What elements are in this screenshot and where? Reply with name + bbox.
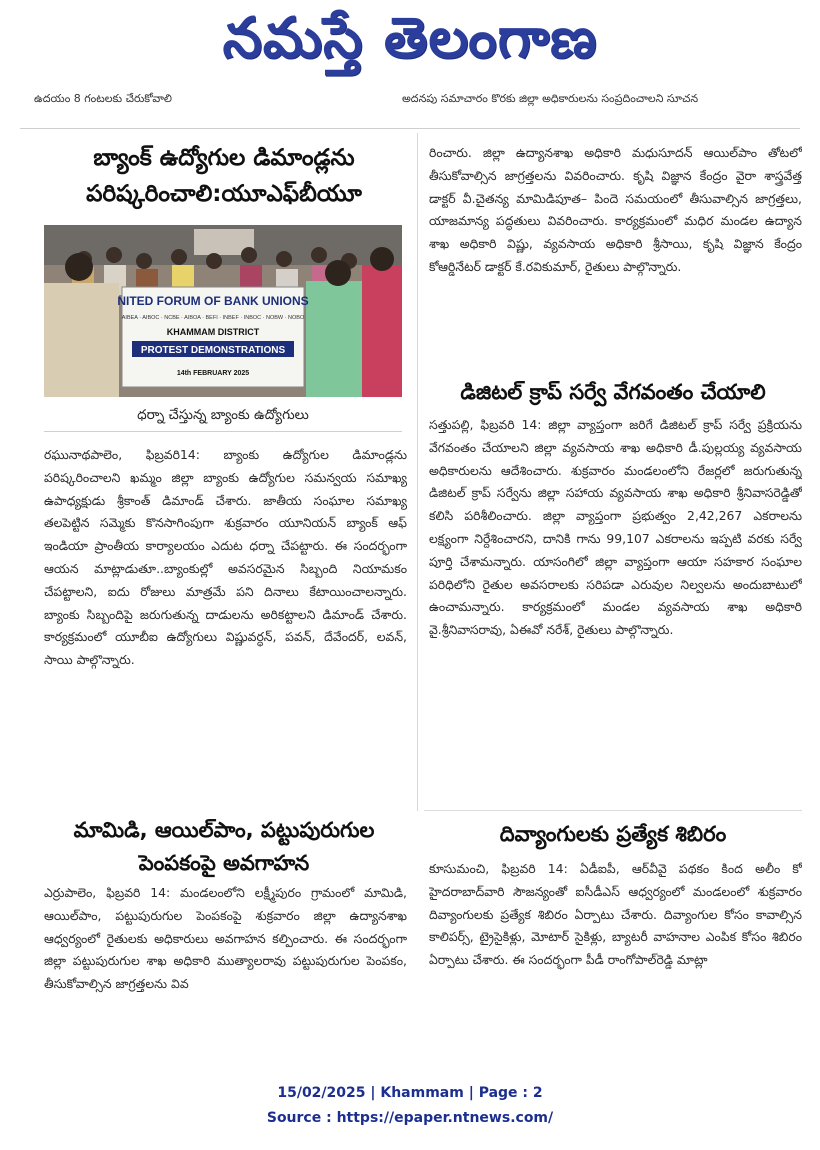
- article2-headline: [34, 814, 414, 880]
- article1-headline: [34, 140, 414, 220]
- caption-rule: [44, 431, 402, 432]
- footer-date-edition: 15/02/2025 | Khammam | Page : 2: [277, 1085, 543, 1101]
- strip-right: అదనపు సమాచారం కొరకు జిల్లా అధికారులను సంప్రదించాలని సూచన: [402, 92, 699, 105]
- article2-headline-line1: మామిడి, ఆయిల్‌పాం, పట్టుపురుగుల: [73, 818, 375, 842]
- banner-line4: PROTEST DEMONSTRATIONS: [140, 345, 286, 356]
- protest-photo: [44, 225, 402, 397]
- article1-headline-line2: పరిష్కరించాలి:యూఎఫ్‌బీయూ: [86, 181, 362, 207]
- article4-headline: దివ్యాంగులకు ప్రత్యేక శిబిరం: [499, 822, 727, 846]
- banner-line5: 14th FEBRUARY 2025: [176, 370, 250, 377]
- article2-body: ఎర్రుపాలెం, ఫిబ్రవరి 14: మండలంలోని లక్ష్మీపురం గ్రామంలో మామిడి, ఆయిల్‌పాం, పట్టుపురుగుల పెంపకంపై శుక్రవారం జిల్లా ఉద్యానశాఖ ఆధ్వర్యంలో రైతులకు అధికారులు అవగాహన కల్పించారు. ఈ సందర్భంగా జిల్లా పట్టుపురుగుల శాఖ అధికారి ముత్యాలరావు పట్టుపురుగుల పెంపకం, తీసుకోవాల్సిన జాగ్రత్తలను వివ: [44, 885, 407, 992]
- newspaper-logo: నమస్తే తెలంగాణ: [222, 6, 598, 71]
- masthead: [0, 0, 820, 78]
- top-rule: [20, 128, 800, 129]
- article1-body: రఘునాథపాలెం, ఫిబ్రవరి14: బ్యాంకు ఉద్యోగుల డిమాండ్లను పరిష్కరించాలని ఖమ్మం జిల్లా బ్యాంకు ఉద్యోగుల సమన్వయ సమాఖ్య ఉపాధ్యక్షుడు శ్రీకాంత్ డిమాండ్ చేశారు. జాతీయ సంఘాల సమాఖ్య తలపెట్టిన సమ్మెకు కొనసాగింపుగా శుక్రవారం యూనియన్ బ్యాంక్ ఆఫ్ ఇండియా ప్రాంతీయ కార్యాలయం ఎదుట ధర్నా చేపట్టారు. ఈ సందర్భంగా ఆయన మాట్లాడుతూ..బ్యాంకుల్లో అవసరమైన సిబ్బంది నియామకం చేపట్టాలని, ఐదు రోజులు మాత్రమే పని దినాలు కేటాయించాలన్నారు. బ్యాంకు సిబ్బందిపై జరుగుతున్న దాడులను అరికట్టాలని డిమాండ్ చేశారు. కార్యక్రమంలో యూబీఐ ఉద్యోగులు విష్ణువర్ధన్, పవన్, దేవేందర్, లవన్, సాయి పాల్గొన్నారు.: [44, 447, 407, 668]
- photo-caption: ధర్నా చేస్తున్న బ్యాంకు ఉద్యోగులు: [137, 407, 309, 423]
- article3-headline: డిజిటల్ క్రాప్ సర్వే వేగవంతం చేయాలి: [460, 380, 766, 404]
- article3-bottom-rule: [424, 810, 802, 811]
- protest-photo-illustration: [44, 225, 402, 397]
- article1-headline-line1: బ్యాంక్ ఉద్యోగుల డిమాండ్లను: [93, 145, 355, 171]
- article4-body: కూసుమంచి, ఫిబ్రవరి 14: ఏడీఐపీ, ఆర్‌వీవై పథకం కింద అలీం కో హైదరాబాద్‌వారి సౌజన్యంతో ఐసీడీఎస్ ఆధ్వర్యంలో మండలంలో శుక్రవారం దివ్యాంగులకు ప్రత్యేక శిబిరం ఏర్పాటు చేశారు. దివ్యాంగుల కోసం కావాల్సిన కాలిపర్స్, ట్రైసైకిళ్లు, మోటార్ సైకిళ్లు, బ్యాటరీ వాహనాల ఎంపిక కోసం శిబిరం ఏర్పాటు చేశారు. ఈ సందర్భంగా పీడీ రాంగోపాల్‌రెడ్డి మాట్లా: [429, 861, 802, 968]
- banner-line1: NITED FORUM OF BANK UNIONS: [117, 294, 309, 308]
- banner-line3: KHAMMAM DISTRICT: [166, 327, 260, 337]
- column-divider: [417, 133, 418, 811]
- article2-headline-line2: పెంపకంపై అవగాహన: [138, 851, 310, 875]
- footer-source: Source : https://epaper.ntnews.com/: [266, 1110, 554, 1126]
- banner-line2: AIBEA · AIBOC · NCBE · AIBOA · BEFI · INBEF · INBOC · NOBW · NOBO: [121, 315, 305, 321]
- article3-body: సత్తుపల్లి, ఫిబ్రవరి 14: జిల్లా వ్యాప్తంగా జరిగే డిజిటల్ క్రాప్ సర్వే ప్రక్రియను వేగవంతం చేయాలని జిల్లా వ్యవసాయ శాఖ అధికారి డీ.పుల్లయ్య వ్యవసాయ అధికారులను ఆదేశించారు. శుక్రవారం మండలంలోని రేజర్లలో జరుగుతున్న డిజిటల్ క్రాప్ సర్వేను జిల్లా సహాయ వ్యవసాయ శాఖ అధికారి శ్రీనివాసరెడ్డితో కలిసి పరిశీలించారు. జిల్లా వ్యాప్తంగా ప్రభుత్వం 2,42,267 ఎకరాలను లక్ష్యంగా నిర్దేశించారని, దానికి గాను 99,107 ఎకరాలను ఇప్పటి వరకు సర్వే పూర్తి చేశామన్నారు. యాసంగిలో జిల్లా వ్యాప్తంగా ఆయా సహకార సంఘాల పరిధిలోని రైతుల అవసరాలకు సరిపడా ఎరువుల నిల్వలను అందుబాటులో ఉంచామన్నారు. కార్యక్రమంలో మండల వ్యవసాయ శాఖ అధికారి వై.శ్రీనివాసరావు, ఏఈవో నరేశ్, రైతులు పాల్గొన్నారు.: [429, 417, 802, 638]
- article2-continued: రించారు. జిల్లా ఉద్యానశాఖ అధికారి మధుసూదన్ ఆయిల్‌పాం తోటలో తీసుకోవాల్సిన జాగ్రత్తలను వివరించారు. కృషి విజ్ఞాన కేంద్రం వైరా శాస్త్రవేత్త డాక్టర్ వీ.చైతన్య మామిడిపూత– పిందె సమయంలో తీసువాల్సిన జాగ్రత్తలు, యాజమాన్య పద్ధతులు వివరించారు. కార్యక్రమంలో మధిర మండల ఉద్యాన శాఖ అధికారి విష్ణు, వ్యవసాయ అధికారి శ్రీసాయి, కృషి విజ్ఞాన కేంద్రం కోఆర్డినేటర్ డాక్టర్ కే.రవికుమార్, రైతులు పాల్గొన్నారు.: [429, 145, 802, 274]
- strip-left: ఉదయం 8 గంటలకు చేరుకోవాలి: [34, 92, 172, 105]
